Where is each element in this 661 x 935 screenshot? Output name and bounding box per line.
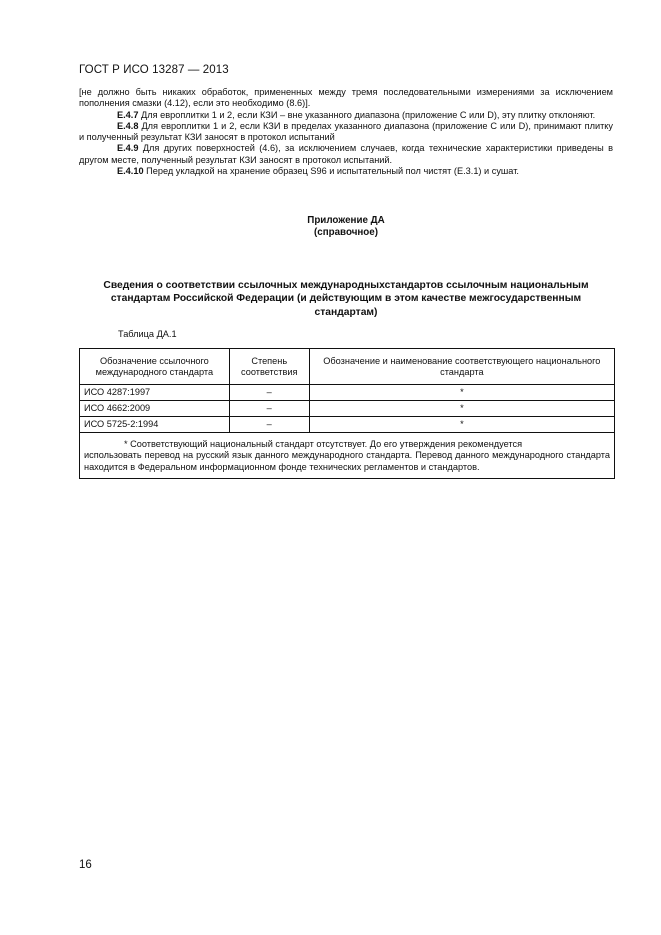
- cell-international-standard: ИСО 4662:2009: [80, 401, 230, 417]
- clause-text: Для других поверхностей (4.6), за исключением случаев, когда технические характеристики приведены в другом месте, полученный результат КЗИ заносят в протокол испытаний.: [79, 143, 613, 165]
- table-header-row: [80, 349, 615, 385]
- annex-title: [79, 215, 613, 239]
- footnote-first-line: * Соответствующий национальный стандарт отсутствует. До его утверждения рекомендуется: [124, 439, 523, 449]
- column-header-national-standard: Обозначение и наименование соответствующего национального стандарта: [309, 349, 614, 385]
- cell-national-standard: *: [309, 417, 614, 433]
- cell-international-standard: ИСО 4287:1997: [80, 385, 230, 401]
- paragraph-e49: [79, 143, 613, 166]
- paragraph-e410: [79, 166, 613, 177]
- cell-degree: –: [229, 417, 309, 433]
- body-text: [79, 87, 613, 177]
- cell-international-standard: ИСО 5725-2:1994: [80, 417, 230, 433]
- paragraph-e48: [79, 121, 613, 144]
- clause-text: Перед укладкой на хранение образец S96 и испытательный пол чистят (Е.3.1) и сушат.: [143, 166, 519, 177]
- footnote-continuation: использовать перевод на русский язык данного международного стандарта. Перевод данного международного стандарта находится в Федеральном информационном фонде технических регламентов и стандартов.: [84, 450, 610, 472]
- clause-number: Е.4.9: [117, 143, 139, 154]
- annex-type: (справочное): [314, 227, 378, 238]
- paragraph-e47: [79, 110, 613, 121]
- page-number: 16: [79, 859, 92, 871]
- page-header: ГОСТ Р ИСО 13287 — 2013: [79, 64, 229, 76]
- annex-heading-line: стандартам): [314, 306, 378, 318]
- table-caption: Таблица ДА.1: [118, 329, 177, 339]
- annex-label: Приложение ДА: [307, 215, 385, 226]
- clause-number: Е.4.8: [117, 120, 139, 131]
- annex-heading-line: стандартам Российской Федерации (и действующим в этом качестве межгосударственным: [110, 293, 582, 305]
- clause-number: Е.4.7: [117, 109, 139, 120]
- annex-heading-line: Сведения о соответствии ссылочных международныхстандартов ссылочным национальным: [103, 280, 589, 291]
- table-row: [80, 385, 615, 401]
- table-row: [80, 417, 615, 433]
- clause-text: Для европлитки 1 и 2, если КЗИ – вне указанного диапазона (приложение С или D), эту плитку отклоняют.: [138, 109, 596, 120]
- clause-number: Е.4.10: [117, 166, 144, 177]
- clause-text: Для европлитки 1 и 2, если КЗИ в пределах указанного диапазона (приложение С или D), принимают плитку и полученный результат КЗИ заносят в протокол испытаний: [79, 120, 613, 143]
- table-footnote-row: [80, 433, 615, 479]
- cell-degree: –: [229, 401, 309, 417]
- annex-heading: [79, 279, 613, 319]
- column-header-international-standard: Обозначение ссылочного международного стандарта: [80, 349, 230, 385]
- correspondence-table: [79, 348, 615, 479]
- cell-national-standard: *: [309, 385, 614, 401]
- column-header-degree: Степень соответствия: [229, 349, 309, 385]
- cell-degree: –: [229, 385, 309, 401]
- cell-national-standard: *: [309, 401, 614, 417]
- paragraph-e46-continuation: [не должно быть никаких обработок, примененных между тремя последовательными измерениями за исключением пополнения смазки (4.12), если это необходимо (8.6)].: [79, 87, 613, 109]
- table-row: [80, 401, 615, 417]
- table-footnote: [80, 433, 615, 479]
